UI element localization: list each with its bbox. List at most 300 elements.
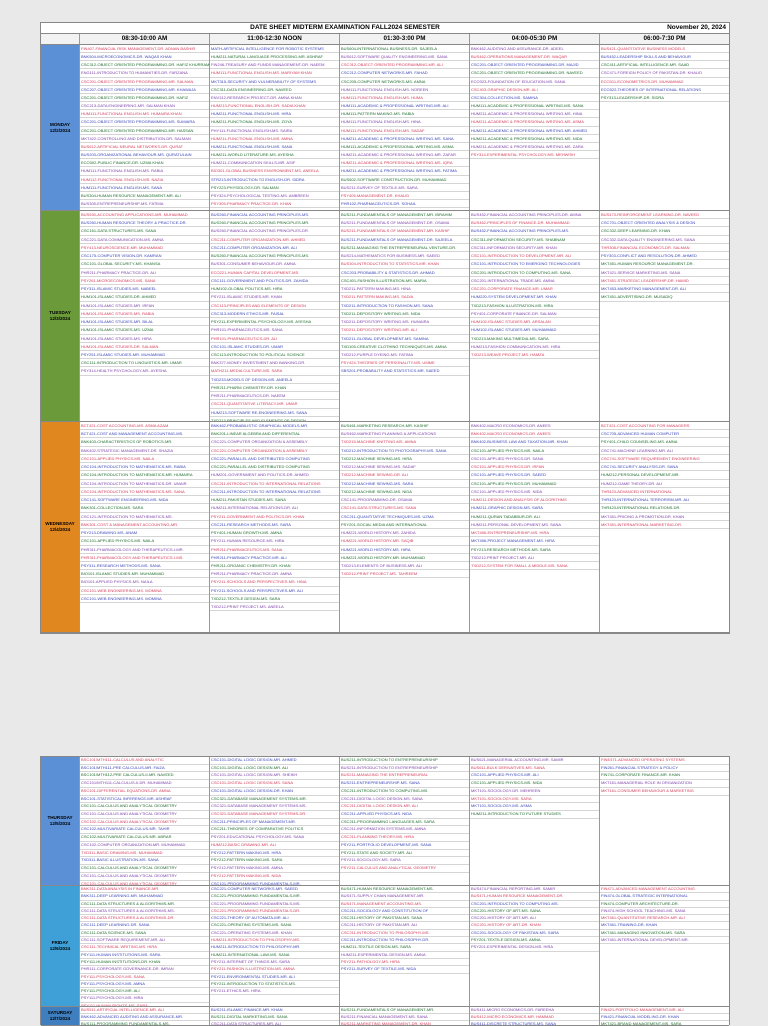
exam-entry: CSC101-DIGITAL LOGIC DESIGN-MR. AHMED bbox=[210, 757, 339, 765]
exam-entry: MKT101-SOCIOLOGY-DR. MEHREEN bbox=[470, 788, 599, 796]
exam-entry: HUM211-ACADEMIC & PROFESSIONAL WRITING-MS. NIDA bbox=[470, 135, 599, 143]
exam-entry: BUS211-FUNDAMENTALS OF MANAGEMENT-DR. SAJEELA bbox=[340, 236, 469, 244]
exam-entry: TXD105-CREATIVE CLOTHING TECHNIQUES-MS. AMNA bbox=[340, 343, 469, 351]
exam-entry: PSY111-PSYCHOLOGY-MR. ALI bbox=[80, 988, 209, 995]
exam-entry: BUS474-FINANCIAL REPORTING-MR. SAMIR bbox=[470, 886, 599, 893]
exam-entry: PSY223-PHYSIOLOGY-DR. SALMAN bbox=[210, 184, 339, 192]
exam-entry: PSY211-STATE AND SOCIETY-MR. ALI bbox=[340, 850, 469, 858]
exam-entry: CSC221-DATA COMMUNICATION-MS. AMNA bbox=[80, 236, 209, 244]
exam-entry: BUS612-ARTIFICIAL NEURAL NETWORKS-DR. QURAT bbox=[80, 143, 209, 151]
exam-entry: HUM211-FUNCTIONAL ENGLISH-MS. ZOYA bbox=[210, 118, 339, 126]
exam-entry: PHR211-PHARM CHEMISTRY-DR. KHAN bbox=[210, 384, 339, 392]
exam-entry: CSC321-DATABASE MANAGEMENT SYSTEMS-MS. bbox=[210, 803, 339, 811]
exam-entry: CSC207-OBJECT ORIENTED PROGRAMMING-MR. KHAWAJA bbox=[80, 86, 209, 94]
exam-entry: CSC401-FASHION ILLUSTRATION-MS. MARIA bbox=[340, 277, 469, 285]
exam-entry: CSC101-DIGITAL LOGIC DESIGN-DR. KHAN bbox=[210, 788, 339, 796]
exam-entry: CSC101-APPLIED PHYSICS-MS. NAILA bbox=[470, 447, 599, 455]
exam-entry: HUM211-DESIGN AND ANALYSIS OF ALGORITHMS bbox=[470, 496, 599, 504]
exam-entry: HUM211-NATURAL LANGUAGE PROCESSING-MR. ASHRAF bbox=[210, 53, 339, 61]
exam-entry: HUM211-FUNCTIONAL ENGLISH-MS. HIRA bbox=[210, 110, 339, 118]
day-label bbox=[41, 1007, 79, 1025]
exam-entry: BUS511-ARTIFICIAL INTELLIGENCE-MR. ALI bbox=[80, 1007, 209, 1014]
exam-entry: THR308-FINANCIAL ECONOMICS-DR. SALMAN bbox=[600, 244, 729, 252]
exam-entry: CSC102-MULTIVARIATE CALCULUS-MR. TAHIR bbox=[80, 826, 209, 834]
exam-entry: PHR211-PHARMACEUTICS-MS. SANA bbox=[210, 546, 339, 554]
exam-entry: STR213-INTRODUCTION TO ENGLISH-DR. SIDRA bbox=[210, 176, 339, 184]
exam-entry: PHR111-CORPORATE GOVERNANCE-DR. IMRAN bbox=[80, 966, 209, 973]
exam-entry: CSC201-CORPORATE FINANCE-MR. UMAR bbox=[470, 285, 599, 293]
exam-entry: CSC101-INTRODUCTION TO DEVELOPMENT-MR. ALI bbox=[470, 252, 599, 260]
exam-entry: BNK403-CHARACTERISTICS OF ROBOTICS-MR. bbox=[80, 438, 209, 446]
exam-entry: BNK301-COLLECTION-MS. SARA bbox=[80, 504, 209, 512]
slot-header-4: 04:00-05:30 PM bbox=[469, 34, 599, 44]
exam-entry: PSY211-HUMAN RESOURCE-MS. HIRA bbox=[210, 537, 339, 545]
exam-entry: HUM213-SOFTWARE RE-ENGINEERING-MS. SANA bbox=[210, 409, 339, 417]
slot-column-3 bbox=[339, 422, 469, 632]
slot-column-3 bbox=[339, 211, 469, 421]
exam-entry: CSC701-OBJECT ORIENTED ANALYSIS & DESIGN bbox=[600, 219, 729, 227]
exam-entry: CSC741-SOFTWARE REQUIREMENT ENGINEERING bbox=[600, 455, 729, 463]
exam-entry: CSC104-INTRODUCTION TO MATHEMATICS-MS. RABIA bbox=[80, 463, 209, 471]
exam-entry: ECO221-HUMAN CAPITAL DEVELOPMENT-MS. bbox=[210, 269, 339, 277]
exam-entry: PSY314-EXPERIMENTAL PSYCHOLOGY-MS. MEHWISH bbox=[470, 151, 599, 159]
exam-entry: BUS211-SURVEY OF TEXTILE-MS. SARA bbox=[340, 184, 469, 192]
day-label bbox=[41, 886, 79, 1006]
exam-entry: CSC101-APPLIED PHYSICS-DR. MUHAMMAD bbox=[470, 480, 599, 488]
exam-entry: BIO301-GLOBAL BUSINESS ENVIRONMENT-MS. ANEELA bbox=[210, 167, 339, 175]
exam-entry: HUM211-ACADEMIC & PROFESSIONAL WRITING-MR. ZAFAR bbox=[340, 151, 469, 159]
exam-entry: CSC111-DATA SCIENCE-MS. SANA bbox=[80, 930, 209, 937]
exam-entry: HUM221-WORLD HISTORY-MS. HIRA bbox=[340, 546, 469, 554]
exam-entry: BUS411-DISCRETE STRUCTURES-MS. SANA bbox=[470, 1021, 599, 1025]
exam-entry: HUM111-PATTERN MAKING-MS. RABIA bbox=[340, 110, 469, 118]
exam-entry: CSC221-OPERATING SYSTEMS-MS. SANA bbox=[210, 922, 339, 929]
exam-entry: CSC211-SOCIOLOGY AND CONSTITUTION OF bbox=[340, 908, 469, 915]
exam-entry: CSC211-THEORIES OF COMPARATIVE POLITICS bbox=[210, 826, 339, 834]
exam-entry: BUS260-FINANCIAL ACCOUNTING PRINCIPLES-MS. bbox=[210, 252, 339, 260]
slot-header-3: 01:30-3:00 PM bbox=[339, 34, 469, 44]
day-block-friday bbox=[41, 886, 729, 1007]
exam-entry: BNK504-MICROECONOMICS-DR. WAQAS KHAN bbox=[80, 53, 209, 61]
exam-entry: HUM102-GLOBAL POLITICS-MS. HIRA bbox=[210, 285, 339, 293]
exam-entry: CSC201-INTRODUCTION TO COMPUTING-MS. bbox=[470, 901, 599, 908]
exam-entry: PSY211-SOCIOLOGY-MS. SARA bbox=[340, 857, 469, 865]
exam-entry: CSC101-INTRODUCTION TO EMERGING TECHNOLOGIES bbox=[470, 260, 599, 268]
exam-entry: PSY311-ISLAMIC STUDIES-MS. NABEEL bbox=[80, 285, 209, 293]
day-name: SATURDAY bbox=[47, 1010, 73, 1015]
exam-entry: CSC201-HISTORY OF ART-MS. SANA bbox=[470, 908, 599, 915]
exam-entry: CSC111-DATA STRUCTURES & ALGORITHMS-DR. bbox=[80, 915, 209, 922]
exam-entry: BNK402-BUSINESS LAW AND TAXATION-MR. KHAN bbox=[470, 438, 599, 446]
exam-entry: PSY324-PSYCHOLOGICAL TESTING-MS. AMBREEN bbox=[210, 192, 339, 200]
exam-entry: CSC101-WEB ENGINEERING-MS. MOMINA bbox=[80, 595, 209, 603]
exam-entry: BUS471-HUMAN RESOURCE MANAGEMENT-MS. bbox=[340, 886, 469, 893]
slot-column-1 bbox=[79, 757, 209, 885]
exam-entry: PSY401-HUMAN GROWTH-MS. AMNA bbox=[210, 529, 339, 537]
exam-entry: CSC201-SOCIOLOGY OF PAKISTAN-MS. SARA bbox=[470, 930, 599, 937]
slot-column-1 bbox=[79, 886, 209, 1006]
exam-entry: BNK402-MACRO ECONOMICS-DR. ANEES bbox=[470, 430, 599, 438]
exam-entry: CSC221-PROGRAMMING FUNDAMENTALS-MS. bbox=[210, 901, 339, 908]
exam-entry: BNK402-MACRO ECONOMICS-DR. ANEES bbox=[470, 422, 599, 430]
exam-entry: TXD213-ELEMENTS OF BUSINESS-MR. ALI bbox=[340, 562, 469, 570]
day-label bbox=[41, 211, 79, 421]
exam-entry: CSC332-DEEP LEARNING-DR. KHAN bbox=[600, 227, 729, 235]
exam-entry: PSY211-SCHOOLS AND PERSPECTIVES-MS. HINA bbox=[210, 578, 339, 586]
exam-entry: PSY212-PATTERN MAKING-MS. SARA bbox=[210, 857, 339, 865]
exam-entry: CSC201-INTERNATIONAL TRADE-MS. AMNA bbox=[470, 277, 599, 285]
exam-entry: BUS530-ACCOUNTING APPLICATIONS-MR. MUHAMMAD bbox=[80, 211, 209, 219]
day-label bbox=[41, 757, 79, 885]
exam-entry: CSC201-INTRODUCTION TO COMPUTING-MS. SANA bbox=[470, 269, 599, 277]
slot-column-3 bbox=[339, 757, 469, 885]
exam-entry: HUM101-ISLAMIC STUDIES-MR. IRFAN bbox=[80, 302, 209, 310]
exam-entry: CSC104-INTRODUCTION TO MATHEMATICS-MR. HUMAIRA bbox=[80, 471, 209, 479]
day-block-thursday bbox=[41, 757, 729, 886]
exam-entry: PSY261-MICROECONOMICS-MS. SANA bbox=[80, 277, 209, 285]
exam-entry: BUS211-FINANCIAL MANAGEMENT-MS. SANA bbox=[340, 1014, 469, 1021]
exam-entry: BNK462-PROBABILISTIC GRAPHICAL MODELS-MR. bbox=[210, 422, 339, 430]
exam-entry: CSC211-INTRODUCTION TO PHILOSOPHY-MS. bbox=[340, 930, 469, 937]
exam-entry: BCT421-COST AND MANAGEMENT ACCOUNTING-MS. bbox=[80, 430, 209, 438]
exam-entry: PSY413-NEUROSCIENCE-MR. MUHAMMAD bbox=[80, 244, 209, 252]
exam-entry: PSY211-ETHICS-MS. HIRA bbox=[210, 988, 339, 995]
slot-column-2 bbox=[209, 757, 339, 885]
exam-entry: CSC312-OBJECT ORIENTED PROGRAMMING-DR. HAFIZ KHURRAM bbox=[80, 61, 209, 69]
exam-entry: PSY201-SOCIAL MEDIA AND INTERNATIONAL bbox=[340, 521, 469, 529]
exam-entry: HUM211-INTERNATIONAL RELATIONS-DR. ALI bbox=[210, 504, 339, 512]
exam-entry: CSC211-HISTORY OF PAKISTAN-MR. ALI bbox=[340, 922, 469, 929]
exam-entry: PSY401-CORPORATE FINANCE-DR. SALMAN bbox=[470, 310, 599, 318]
exam-entry: BUS462-MARKETING PLANNING & APPLICATIONS bbox=[340, 430, 469, 438]
exam-entry: BUS305-ENTREPRENEURSHIP-MS. FATIMA bbox=[80, 200, 209, 208]
exam-entry: CSC211-COMPUTER ORGANIZATION-MR. ALI bbox=[210, 244, 339, 252]
exam-entry: BUS604-INTERNATIONAL BUSINESS-DR. SAJEELA bbox=[340, 45, 469, 53]
exam-entry: MKT456-ENTREPRENEURSHIP-MS. HIRA bbox=[470, 529, 599, 537]
day-name: MONDAY bbox=[50, 121, 70, 127]
exam-entry: PSY211-ENVIRONMENTAL STUDIES-MR. ALI bbox=[210, 974, 339, 981]
exam-entry: HUM220-SYSTEM DEVELOPMENT-MR. KHAN bbox=[470, 293, 599, 301]
exam-entry: HUM102-ISLAMIC STUDIES-MR. MUHAMMAD bbox=[470, 326, 599, 334]
slot-column-3 bbox=[339, 886, 469, 1006]
exam-entry: MKT422-CONTROLLING AND DISTRIBUTION-DR. SALMAN bbox=[80, 135, 209, 143]
exam-entry: MKT461-MANAGING INNOVATION-MS. SARA bbox=[600, 930, 729, 937]
exam-entry: PHR211-ORGANIC CHEMISTRY-DR. KHAN bbox=[210, 562, 339, 570]
exam-entry: BUS211-MARKETING MANAGEMENT-DR. KHAN bbox=[340, 1021, 469, 1025]
exam-entry: BUS612-SOFTWARE QUALITY ENGINEERING-MS. SANA bbox=[340, 53, 469, 61]
exam-entry: HUM211-ACADEMIC & PROFESSIONAL WRITING-MS. HINA bbox=[470, 110, 599, 118]
exam-entry: BCT421-COST ACCOUNTING-MS. ASMA AZAM bbox=[80, 422, 209, 430]
exam-entry: TXD213-PRINCIPLES AND ELEMENTS OF DESIGN bbox=[210, 417, 339, 421]
title-row bbox=[41, 23, 729, 34]
exam-entry: TXD212-MACHINE SEWING-DR. ALI bbox=[340, 471, 469, 479]
exam-entry: CSC211-QUANTITATIVE TECHNIQUES-MS. UZMA bbox=[340, 513, 469, 521]
exam-entry: BUS471-MANAGEMENT ACCOUNTING-MS. bbox=[340, 901, 469, 908]
exam-entry: CSC201-HISTORY OF ART-MR. ALI bbox=[470, 915, 599, 922]
exam-entry: CSC203-PROBABILITY & STATISTICS-DR. AHMAD bbox=[340, 269, 469, 277]
exam-entry: CSC104-INTRODUCTION TO MATHEMATICS-DR. UMAIR bbox=[80, 480, 209, 488]
exam-entry: PHR102-PHARMACEUTICS-DR. SOHAIL bbox=[340, 200, 469, 208]
date-sheet-page-1 bbox=[40, 22, 730, 634]
exam-entry: CSC201-HISTORY OF ART-DR. KHAN bbox=[470, 922, 599, 929]
exam-entry: HUM211-WORLD LITERATURE-MS. AYESHA bbox=[210, 151, 339, 159]
exam-entry: HUM111-FUNCTIONAL ENGLISH-MS. SADAF bbox=[340, 127, 469, 135]
exam-entry: BUS211-INTRODUCTION TO ENTREPRENEURSHIP bbox=[340, 765, 469, 773]
exam-entry: TXD211-DEPOSITORY WRITING-MR. ALI bbox=[340, 326, 469, 334]
exam-entry: PSY211-ISLAMIC STUDIES-MR. KHAN bbox=[210, 293, 339, 301]
exam-entry: BIO101-APPLIED PHYSICS-MS. NAILA bbox=[80, 578, 209, 586]
slot-column-4 bbox=[469, 211, 599, 421]
exam-entry: BUS211-FUNDAMENTALS OF MANAGEMENT-DR. OSAMA bbox=[340, 219, 469, 227]
exam-entry: CSC111-SOFTWARE REQUIREMENT-MR. ALI bbox=[80, 937, 209, 944]
exam-entry: HUM211-FUNCTIONAL ENGLISH-MS. SANA bbox=[210, 143, 339, 151]
slot-column-4 bbox=[469, 1007, 599, 1025]
exam-entry: BNK301-COST & MANAGEMENT ACCOUNTING-MR. bbox=[80, 521, 209, 529]
exam-entry: PSY111-HUMAN INSTITUTIONS-DR. KHAN bbox=[80, 959, 209, 966]
exam-entry: PHR311-PHARMACOLOGY AND THERAPEUTICS-I-MR. bbox=[80, 546, 209, 554]
exam-entry: BUS452-LEADERSHIP SKILLS AND BEHAVIOUR bbox=[600, 53, 729, 61]
exam-entry: PSY211-FASHION ILLUSTRATION-MS. AMNA bbox=[210, 966, 339, 973]
exam-entry: BUS211-MANAGING THE ENTREPRENEURIAL bbox=[340, 772, 469, 780]
exam-entry: PHR211-PHARMACEUTICS-DR. NAEEM bbox=[210, 392, 339, 400]
exam-entry: CSC201-OBJECT ORIENTED PROGRAMMING-MR. SALMAN bbox=[80, 78, 209, 86]
exam-entry: MKT461-QUANTITATIVE RESEARCH-MR. ALI bbox=[600, 915, 729, 922]
exam-entry: BUS412-MICRO ECONOMICS-MR. HAMMAD bbox=[470, 1014, 599, 1021]
slot-column-4 bbox=[469, 886, 599, 1006]
exam-entry: BUS452-FINANCIAL ACCOUNTING PRINCIPLES-DR. AMNA bbox=[470, 211, 599, 219]
exam-entry: CSC212-COMPUTER NETWORKS-MR. FAHAD bbox=[340, 69, 469, 77]
exam-entry: CSC221-PARALLEL AND DISTRIBUTED COMPUTING bbox=[210, 463, 339, 471]
exam-entry bbox=[80, 208, 209, 210]
exam-entry: BUS211-INTRODUCTION TO ENTREPRENEURSHIP bbox=[340, 757, 469, 765]
exam-entry: BSC101-DIFFERENTIAL EQUATIONS-DR. AMNA bbox=[80, 788, 209, 796]
exam-entry: HUM111-ACADEMIC & PROFESSIONAL WRITING-MR. ALI bbox=[340, 102, 469, 110]
slot-header-1: 08:30-10:00 AM bbox=[79, 34, 209, 44]
exam-entry: CSC705-ADVANCED HUMAN COMPUTER bbox=[600, 430, 729, 438]
slot-column-2 bbox=[209, 45, 339, 210]
exam-entry: BNK402-STRATEGIC MANAGEMENT-DR. SHAZIA bbox=[80, 447, 209, 455]
exam-entry: HUM211-COMMUNICATION SKILLS-MR. ASIF bbox=[210, 159, 339, 167]
exam-entry: CSC101-APPLIED PHYSICS-DR. IRFAN bbox=[470, 463, 599, 471]
exam-entry: PSY212-PATTERN MAKING-MS. AMNA bbox=[210, 865, 339, 873]
exam-entry: FIN741-CORPORATE FINANCE-MR. KHAN bbox=[600, 772, 729, 780]
slot-column-5 bbox=[599, 211, 729, 421]
slot-column-5 bbox=[599, 886, 729, 1006]
exam-entry: CSC101-WEB ENGINEERING-MS. MOMINA bbox=[80, 587, 209, 595]
exam-entry: MKT461-TRAINING-DR. KHAN bbox=[600, 922, 729, 929]
exam-entry: BUS411-MICRO ECONOMICS-DR. FAREEHA bbox=[470, 1007, 599, 1014]
exam-entry: CSC101-APPLIED PHYSICS-MR. ALI bbox=[470, 772, 599, 780]
exam-entry: CSC113-PRINCIPLES AND ELEMENTS OF DESIGN bbox=[210, 302, 339, 310]
day-name: THURSDAY bbox=[47, 815, 73, 820]
exam-entry: CSC101-APPLIED PHYSICS-MS. NIDA bbox=[470, 780, 599, 788]
exam-entry: MKT421-BRAND MANAGEMENT-MS. SARA bbox=[600, 1021, 729, 1025]
exam-entry: CSC221-PARALLEL AND DISTRIBUTED COMPUTING bbox=[210, 455, 339, 463]
exam-entry: HUM211-GRAPHIC DESIGN-MS. SARA bbox=[470, 504, 599, 512]
exam-entry: CSC205-COMPUTER NETWORKS-MS. AMNA bbox=[340, 78, 469, 86]
exam-entry: HUM101-ISLAMIC STUDIES-MS. HIRA bbox=[80, 335, 209, 343]
exam-entry: PHR211-PHARMACY PRACTICE-MR. ALI bbox=[210, 554, 339, 562]
exam-entry: CSC175-COMPUTER VISION-DR. KAMRAN bbox=[80, 252, 209, 260]
exam-entry: HUM212-GAME THEORY-DR. ALI bbox=[600, 480, 729, 488]
exam-entry: BIO101-ISLAMIC STUDIES-MR. MUHAMMAD bbox=[80, 570, 209, 578]
exam-entry: THR423-INTERNATIONAL TERRORISM-MR. ALI bbox=[600, 496, 729, 504]
exam-entry: PSY211-CALCULUS AND ANALYTICAL GEOMETRY bbox=[340, 865, 469, 873]
exam-entry: CSC211-PLANNING THEORY-MS. HIRA bbox=[340, 834, 469, 842]
slot-column-2 bbox=[209, 422, 339, 632]
exam-entry: ECO311-ECONOMETRICS-DR. MUHAMMAD bbox=[600, 78, 729, 86]
exam-entry: BUS611-BULK DERIVATIVES-MS. SANA bbox=[470, 765, 599, 773]
exam-entry: FIN474-GLOBAL STRATEGIC INTERNATIONAL bbox=[600, 893, 729, 900]
exam-entry: TXD212-MACHINE SEWING-MS. SADAF bbox=[340, 463, 469, 471]
exam-entry: BUS452-FINANCIAL ACCOUNTING PRINCIPLES-MS. bbox=[470, 227, 599, 235]
exam-entry: PSY424-THEORIES OF PERSONALITY-MS. UMME bbox=[340, 359, 469, 367]
day-date: 12/7/2024 bbox=[49, 1016, 71, 1021]
exam-entry: CSC101/MTH111-CALCULUS-II-DR. MUHAMMAD bbox=[80, 780, 209, 788]
slot-column-1 bbox=[79, 45, 209, 210]
exam-entry: PSY213-RESEARCH METHODS-MS. SARA bbox=[470, 546, 599, 554]
exam-entry: CSC304-COLLECTION-MS. SAMINA bbox=[470, 94, 599, 102]
exam-entry: HUM101-ISLAMIC STUDIES-DR. SALMAN bbox=[80, 343, 209, 351]
day-label bbox=[41, 45, 79, 210]
exam-entry: PSY201-TEXTILE DESIGN-MS. AMNA bbox=[470, 937, 599, 944]
exam-entry: FIN421-PORTFOLIO MANAGEMENT-MR. ALI bbox=[600, 1007, 729, 1014]
exam-entry: CSC161-DATA STRUCTURES-MS. SANA bbox=[80, 227, 209, 235]
slot-column-1 bbox=[79, 422, 209, 632]
exam-entry: HUM201-GOVERNMENT AND POLITICS-DR. AHMED bbox=[210, 471, 339, 479]
exam-entry: CSC102-CALCULUS AND ANALYTICAL GEOMETRY bbox=[80, 819, 209, 827]
exam-entry: CSC101-DIGITAL LOGIC DESIGN-MR. ALI bbox=[210, 765, 339, 773]
exam-entry: CSC211-DIGITAL LOGIC DESIGN-MR. ALI bbox=[340, 803, 469, 811]
exam-entry: HUM211-INTRODUCTION TO PHILOSOPHY-MR. bbox=[210, 944, 339, 951]
exam-entry: CSC101-CALCULUS AND ANALYTICAL GEOMETRY bbox=[80, 865, 209, 873]
exam-entry: TXD212-PURPLE DYEING-MS. FATIMA bbox=[340, 351, 469, 359]
exam-entry: PSY313-LEADERSHIP-DR. SIDRA bbox=[600, 94, 729, 102]
exam-entry: HUM221-WORLD HISTORY-MS. ZAHIDA bbox=[340, 529, 469, 537]
exam-entry: CSC332-DATA QUALITY ENGINEERING-MS. SANA bbox=[600, 236, 729, 244]
exam-entry: THR423-ADVANCED INTERNATIONAL bbox=[600, 488, 729, 496]
exam-entry: BUS462-PRINCIPLES OF FINANCE-DR. MUHAMMAD bbox=[470, 219, 599, 227]
exam-entry: BNK311-DEEP LEARNING-MR. MUHAMMAD bbox=[80, 893, 209, 900]
exam-entry: PSY211-EXPERIMENTAL PSYCHOLOGY-MS. AYESHA bbox=[210, 318, 339, 326]
exam-entry: HUM101-ISLAMIC STUDIES-MR. BILAL bbox=[80, 318, 209, 326]
exam-entry: BUS471-SUPPLY CHAIN MANAGEMENT-MR. bbox=[340, 893, 469, 900]
exam-entry: PSY111-PSYCHOLOGY-MS. AMNA bbox=[80, 981, 209, 988]
exam-entry: PSY111-HUMAN INSTITUTIONS-MS. SARA bbox=[80, 952, 209, 959]
exam-entry: CSC101-CALCULUS AND ANALYTICAL GEOMETRY bbox=[80, 803, 209, 811]
exam-entry: CSC141-SOFTWARE ENGINEERING-MS. NIDA bbox=[80, 496, 209, 504]
exam-entry: TXD212-MACHINE SEWING-MS. HIRA bbox=[340, 455, 469, 463]
exam-entry: TXD311-BASIC ILLUSTRATION-MS. SANA bbox=[80, 857, 209, 865]
day-block-tuesday bbox=[41, 211, 729, 422]
exam-entry: PSY305-PHARMACY PRACTICE-DR. KHAN bbox=[210, 200, 339, 208]
exam-entry: HUM101-ISLAMIC STUDIES-MS. RABIA bbox=[80, 310, 209, 318]
exam-entry: ECO322-THEORIES OF INTERNATIONAL RELATIONS bbox=[600, 86, 729, 94]
exam-entry: CSC221-COMPUTER ORGANIZATION & ASSEMBLY bbox=[210, 438, 339, 446]
date-sheet-page-2 bbox=[40, 756, 730, 1025]
exam-entry: CSC403-GRAPHIC DESIGN-MR. ALI bbox=[470, 86, 599, 94]
exam-entry: MKT421-SERVICE MARKETING-MS. SANA bbox=[600, 269, 729, 277]
exam-entry: CSC311-DATA ENGINEERING-DR. NAVEED bbox=[210, 86, 339, 94]
exam-entry: TXD211-DEPOSITORY WRITING-MS. NIDA bbox=[340, 310, 469, 318]
exam-entry: HUM211-INTERNATIONAL LAW-MS. SANA bbox=[210, 952, 339, 959]
exam-entry: CSC104-INTRODUCTION TO MATHEMATICS-MS. SANA bbox=[80, 488, 209, 496]
exam-entry: HUM221-WORLD HISTORY-MR. MUHAMMAD bbox=[340, 554, 469, 562]
day-date: 12/6/2024 bbox=[49, 946, 71, 951]
day-name: WEDNESDAY bbox=[45, 521, 75, 526]
exam-entry: TXD212-MACHINE SEWING-MS. NIDA bbox=[340, 488, 469, 496]
exam-entry: BUS461-MARKETING RESEARCH-MR. KASHIF bbox=[340, 422, 469, 430]
exam-entry: CSC102-MULTIVARIATE CALCULUS-MR. ABRAR bbox=[80, 834, 209, 842]
exam-entry: PHR101-PHARMACEUTICS-DR. ALI bbox=[210, 335, 339, 343]
exam-entry: PSY211-PORTFOLIO DEVELOPMENT-MS. SANA bbox=[340, 842, 469, 850]
slot-column-4 bbox=[469, 45, 599, 210]
exam-entry: MKT451-STRATEGIC LEADERSHIP-DR. HAMID bbox=[600, 277, 729, 285]
exam-entry: CSC111-TECHNICAL WRITING-MS. HIRA bbox=[80, 944, 209, 951]
exam-entry: BNK201-LINEAR ALGEBRA AND DIFFERENTIAL bbox=[210, 430, 339, 438]
exam-entry: TXD211-GLOBAL DEVELOPMENT-MS. SAMINA bbox=[340, 335, 469, 343]
exam-entry: CSC321-DATABASE MANAGEMENT SYSTEMS-DR. bbox=[210, 811, 339, 819]
exam-entry: BSC101-STATISTICAL INFERENCE-MR. ASHRAF bbox=[80, 796, 209, 804]
exam-entry: CSC201-OBJECT ORIENTED PROGRAMMING-DR. MAJID bbox=[470, 61, 599, 69]
exam-entry: TXD213-FASHION ILLUSTRATION-MS. HIRA bbox=[470, 302, 599, 310]
exam-entry: BUS211-ISLAMIC FINANCE-MR. KHAN bbox=[210, 1007, 339, 1014]
exam-entry: BUS471-HUMAN RESOURCE MANAGEMENT-DR. bbox=[470, 893, 599, 900]
slot-column-5 bbox=[599, 45, 729, 210]
exam-entry: HUM211-ACADEMIC & PROFESSIONAL WRITING-MS. FATIMA bbox=[340, 167, 469, 175]
exam-entry: HUM111-FUNCTIONAL ENGLISH-MS. SANA bbox=[80, 184, 209, 192]
exam-entry: PSY111-PSYCHOLOGY-MS. SANA bbox=[80, 974, 209, 981]
exam-entry: CSC221-PROGRAMMING FUNDAMENTALS-DR. bbox=[210, 908, 339, 915]
exam-entry: BUS211-MANAGING THE ENTREPRENEURIAL VENTURE-DR. bbox=[340, 244, 469, 252]
exam-entry: TXD212-SYSTEM FOR SMALL & MIDDLE-MS. SANA bbox=[470, 562, 599, 570]
exam-entry: BUS304-HUMAN RESOURCE MANAGEMENT-MR. ALI bbox=[80, 192, 209, 200]
exam-entry: TXD213-WEAVE PROJECT-MS. HAMZA bbox=[470, 351, 599, 359]
exam-entry: CSC311-INFORMATION SECURITY-MS. SHABNAM bbox=[470, 236, 599, 244]
exam-entry: TXD212-PRINT PROJECT-MR. ALI bbox=[470, 554, 599, 562]
exam-entry: HUM211-PAKISTAN STUDIES-MS. SANA bbox=[210, 496, 339, 504]
exam-entry: BUS304-INTRODUCTION TO STATISTICS-MR. KHAN bbox=[340, 260, 469, 268]
exam-entry: MKT315-SECURITY AND VULNERABILITY OF SYSTEMS bbox=[210, 78, 339, 86]
day-block-monday bbox=[41, 45, 729, 211]
exam-entry: TXD215-MACHINE KNITTING-MS. AMNA bbox=[340, 438, 469, 446]
exam-entry: PSY212-PATTERN MAKING-MS. NIDA bbox=[210, 873, 339, 881]
exam-entry: CSC101-PROGRAMMING FUNDAMENTALS-MR. bbox=[210, 881, 339, 886]
exam-entry: CSC221-OPERATING SYSTEMS-MR. KHAN bbox=[210, 930, 339, 937]
exam-entry: BUS301-CONSUMER BEHAVIOUR-DR. AMNA bbox=[210, 260, 339, 268]
exam-entry: BUS260-HUMAN RESOURCE THEORY & PRACTICE-DR. bbox=[80, 219, 209, 227]
exam-entry: HUM102-ISLAMIC STUDIES-MR. ARSALAN bbox=[470, 318, 599, 326]
exam-entry: HUM211-EXPERIMENTAL DESIGN-MS. AMNA bbox=[340, 952, 469, 959]
day-label bbox=[41, 422, 79, 632]
exam-entry: CSC211-HISTORY OF PAKISTAN-MS. SANA bbox=[340, 915, 469, 922]
exam-entry: CSC111-DEEP LEARNING-DR. SANA bbox=[80, 922, 209, 929]
exam-entry: CSC311-INFORMATION SECURITY-MR. KHAN bbox=[470, 244, 599, 252]
exam-entry: FIN246-TREASURY AND FUNDS MANAGEMENT-DR. NAEEM bbox=[210, 61, 339, 69]
exam-entry: BNK311-DATA ANALYSIS IN FINANCE-MR. bbox=[80, 886, 209, 893]
exam-entry: BUS473-REINFORCEMENT LEARNING-DR. NAVEED bbox=[600, 211, 729, 219]
exam-entry: MKT453-MARKETING MANAGEMENT-DR. ALI bbox=[600, 285, 729, 293]
exam-entry: BSC101/MTH112-PRE CALCULUS-II-MR. NAVEED bbox=[80, 772, 209, 780]
exam-entry: HUM213-FASHION COMMUNICATION-MS. HIRA bbox=[470, 343, 599, 351]
exam-entry: BCT421-COST ACCOUNTING FOR MANAGERS bbox=[600, 422, 729, 430]
slot-column-3 bbox=[339, 1007, 469, 1025]
exam-entry: CSC211-RESEARCH METHODS-MS. SARA bbox=[210, 521, 339, 529]
exam-entry: CSC111-INTRODUCTION TO LINGUISTICS-MR. UMAR bbox=[80, 359, 209, 367]
exam-entry: CSC313-MODERN ETHICS-MR. FAISAL bbox=[210, 310, 339, 318]
exam-entry: CSC111-DATA STRUCTURES & ALGORITHMS-MS. bbox=[80, 908, 209, 915]
exam-entry: CSC101-ISLAMIC STUDIES-DR. UMAR bbox=[210, 343, 339, 351]
